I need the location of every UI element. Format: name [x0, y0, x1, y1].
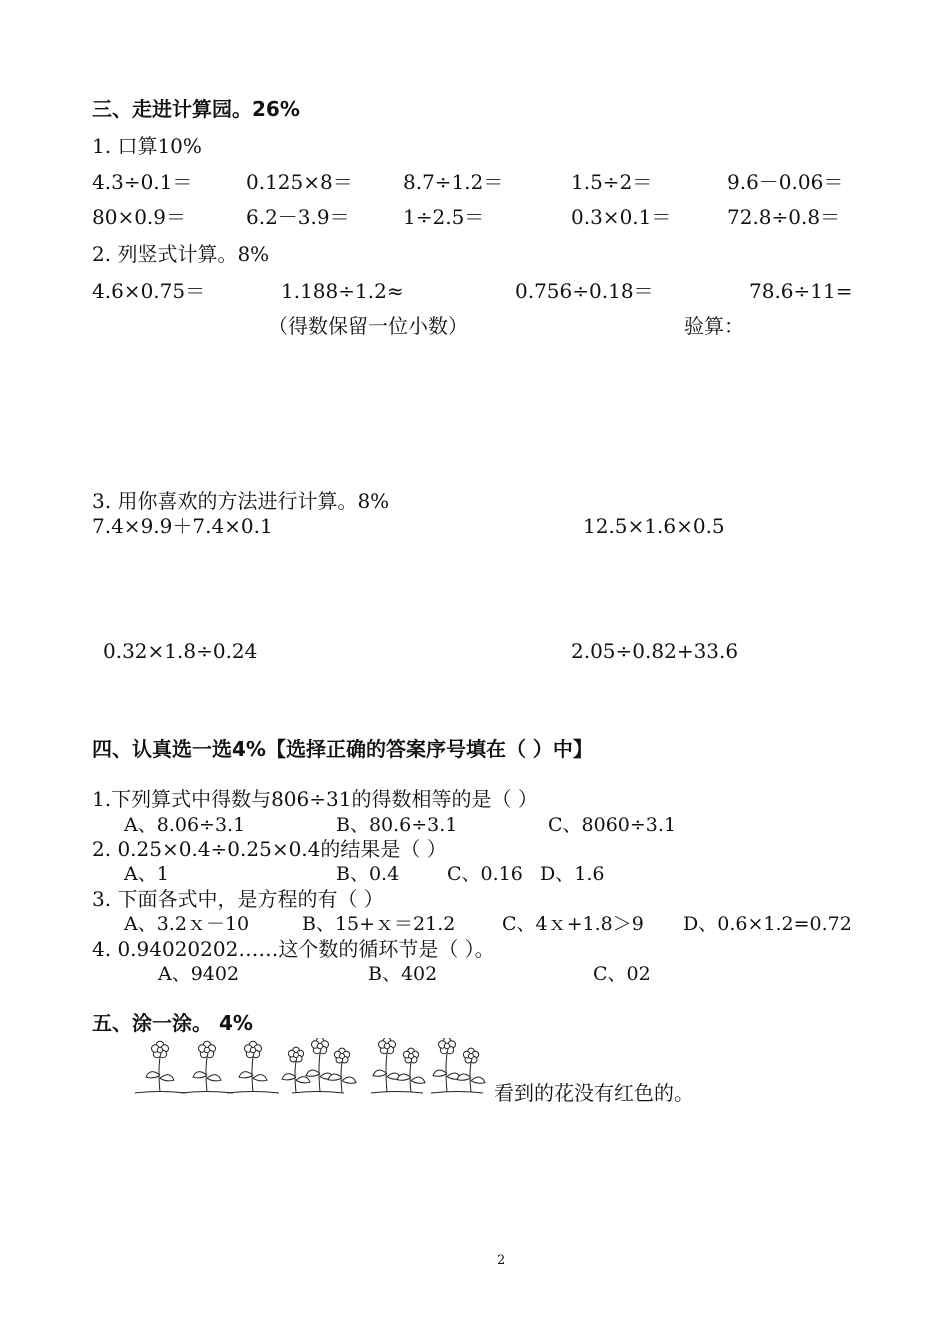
choice-question: 2. 0.25×0.4÷0.25×0.4的结果是（ ）	[92, 837, 447, 861]
mental-calc-item: 9.6－0.06＝	[727, 170, 844, 194]
choice-option: C、8060÷3.1	[548, 814, 677, 836]
choice-question: 3. 下面各式中，是方程的有（ ）	[92, 887, 384, 911]
check-label: 验算：	[684, 314, 744, 338]
coloring-instruction: 看到的花没有红色的。	[494, 1081, 694, 1105]
mental-calc-item: 4.3÷0.1＝	[92, 170, 193, 194]
choice-option: B、402	[368, 963, 438, 985]
q3-title: 3. 用你喜欢的方法进行计算。8%	[92, 489, 390, 513]
vertical-calc-item: 78.6÷11=	[749, 279, 853, 303]
mental-calc-item: 1.5÷2＝	[571, 170, 653, 194]
flexible-calc-item: 12.5×1.6×0.5	[583, 514, 725, 538]
mental-calc-item: 0.125×8＝	[246, 170, 353, 194]
section-3-title: 三、走进计算园。26%	[92, 97, 300, 121]
flower-group	[227, 1041, 279, 1093]
mental-calc-item: 1÷2.5＝	[403, 205, 485, 229]
flower-group	[282, 1038, 356, 1093]
choice-option: C、0.16	[447, 863, 523, 885]
rounding-note: （得数保留一位小数）	[268, 314, 468, 338]
choice-option: A、8.06÷3.1	[124, 814, 246, 836]
flexible-calc-item: 0.32×1.8÷0.24	[103, 639, 258, 663]
mental-calc-item: 80×0.9＝	[92, 205, 187, 229]
choice-option: D、0.6×1.2=0.72	[683, 913, 852, 935]
q2-title: 2. 列竖式计算。8%	[92, 242, 270, 266]
section-5-title: 五、涂一涂。 4%	[92, 1011, 253, 1035]
mental-calc-item: 6.2－3.9＝	[246, 205, 350, 229]
choice-option: A、3.2ｘ－10	[124, 913, 250, 935]
page-number: 2	[497, 1253, 506, 1268]
choice-option: D、1.6	[540, 863, 605, 885]
mental-calc-item: 8.7÷1.2＝	[403, 170, 504, 194]
q1-title: 1. 口算10%	[92, 134, 202, 158]
choice-option: C、02	[593, 963, 651, 985]
choice-option: A、9402	[158, 963, 240, 985]
flexible-calc-item: 2.05÷0.82+33.6	[571, 639, 739, 663]
vertical-calc-item: 0.756÷0.18＝	[515, 279, 654, 303]
mental-calc-item: 72.8÷0.8＝	[727, 205, 841, 229]
flower-group	[135, 1041, 186, 1093]
choice-option: B、0.4	[336, 863, 400, 885]
choice-option: B、15+ｘ＝21.2	[302, 913, 456, 935]
choice-option: A、1	[124, 863, 169, 885]
choice-option: B、80.6÷3.1	[336, 814, 458, 836]
flower-group	[181, 1041, 233, 1093]
flowers-illustration	[135, 1038, 490, 1098]
vertical-calc-item: 1.188÷1.2≈	[281, 279, 404, 303]
flower-group	[431, 1038, 485, 1093]
section-4-title: 四、认真选一选4%【选择正确的答案序号填在（ ）中】	[92, 737, 593, 761]
choice-question: 1.下列算式中得数与806÷31的得数相等的是（ ）	[92, 787, 538, 811]
flexible-calc-item: 7.4×9.9＋7.4×0.1	[92, 514, 273, 538]
mental-calc-item: 0.3×0.1＝	[571, 205, 672, 229]
choice-option: C、4ｘ+1.8＞9	[502, 913, 644, 935]
choice-question: 4. 0.94020202……这个数的循环节是（ ）。	[92, 937, 495, 961]
vertical-calc-item: 4.6×0.75＝	[92, 279, 206, 303]
flower-group	[371, 1038, 425, 1093]
